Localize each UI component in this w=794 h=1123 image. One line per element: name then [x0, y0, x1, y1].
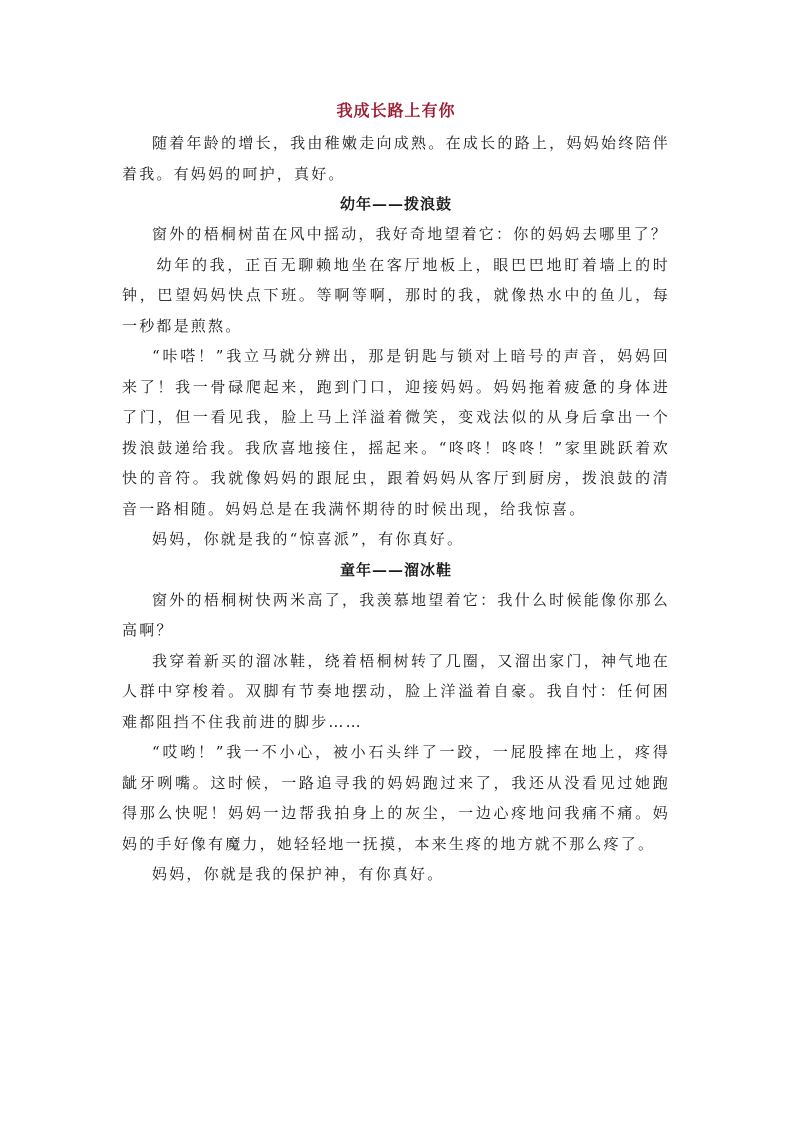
paragraph: 窗外的梧桐树苗在风中摇动，我好奇地望着它：你的妈妈去哪里了？ — [152, 225, 669, 243]
paragraph: 我穿着新买的溜冰鞋，绕着梧桐树转了几圈，又溜出家门，神气地在人群中穿梭着。双脚有节奏地摆动，脸上洋溢着自豪。我自忖：任何困难都阻挡不住我前进的脚步…… — [122, 651, 670, 731]
section-heading-childhood: 童年——溜冰鞋 — [339, 560, 452, 579]
paragraph: “咔嗒！”我立马就分辨出，那是钥匙与锁对上暗号的声音，妈妈回来了！我一骨碌爬起来，跑到门口，迎接妈妈。妈妈拖着疲惫的身体进了门，但一看见我，脸上马上洋溢着微笑，变戏法似的从身后拿出一个拨浪鼓递给我。我欣喜地接住，摇起来。“咚咚！咚咚！”家里跳跃着欢快的音符。我就像妈妈的跟屁虫，跟着妈妈从客厅到厨房，拨浪鼓的清音一路相随。妈妈总是在我满怀期待的时候出现，给我惊喜。 — [122, 347, 670, 518]
paragraph: 妈妈，你就是我的保护神，有你真好。 — [152, 865, 445, 883]
paragraph: 窗外的梧桐树快两米高了，我羡慕地望着它：我什么时候能像你那么高啊？ — [122, 590, 670, 639]
paragraph: 幼年的我，正百无聊赖地坐在客厅地板上，眼巴巴地盯着墙上的时钟，巴望妈妈快点下班。等啊等啊，那时的我，就像热水中的鱼儿，每一秒都是煎熬。 — [122, 255, 670, 335]
intro-paragraph: 随着年龄的增长，我由稚嫩走向成熟。在成长的路上，妈妈始终陪伴着我。有妈妈的呵护，真好。 — [122, 134, 670, 183]
paragraph: “哎哟！”我一不小心，被小石头绊了一跤，一屁股摔在地上，疼得龇牙咧嘴。这时候，一路追寻我的妈妈跑过来了，我还从没看见过她跑得那么快呢！妈妈一边帮我拍身上的灰尘，一边心疼地问我痛不痛。妈妈的手好像有魔力，她轻轻地一抚摸，本来生疼的地方就不那么疼了。 — [122, 743, 670, 853]
document-page — [122, 96, 670, 890]
paragraph: 妈妈，你就是我的“惊喜派”，有你真好。 — [152, 530, 465, 548]
section-heading-infancy: 幼年——拨浪鼓 — [339, 195, 452, 213]
essay-title: 我成长路上有你 — [336, 101, 456, 120]
